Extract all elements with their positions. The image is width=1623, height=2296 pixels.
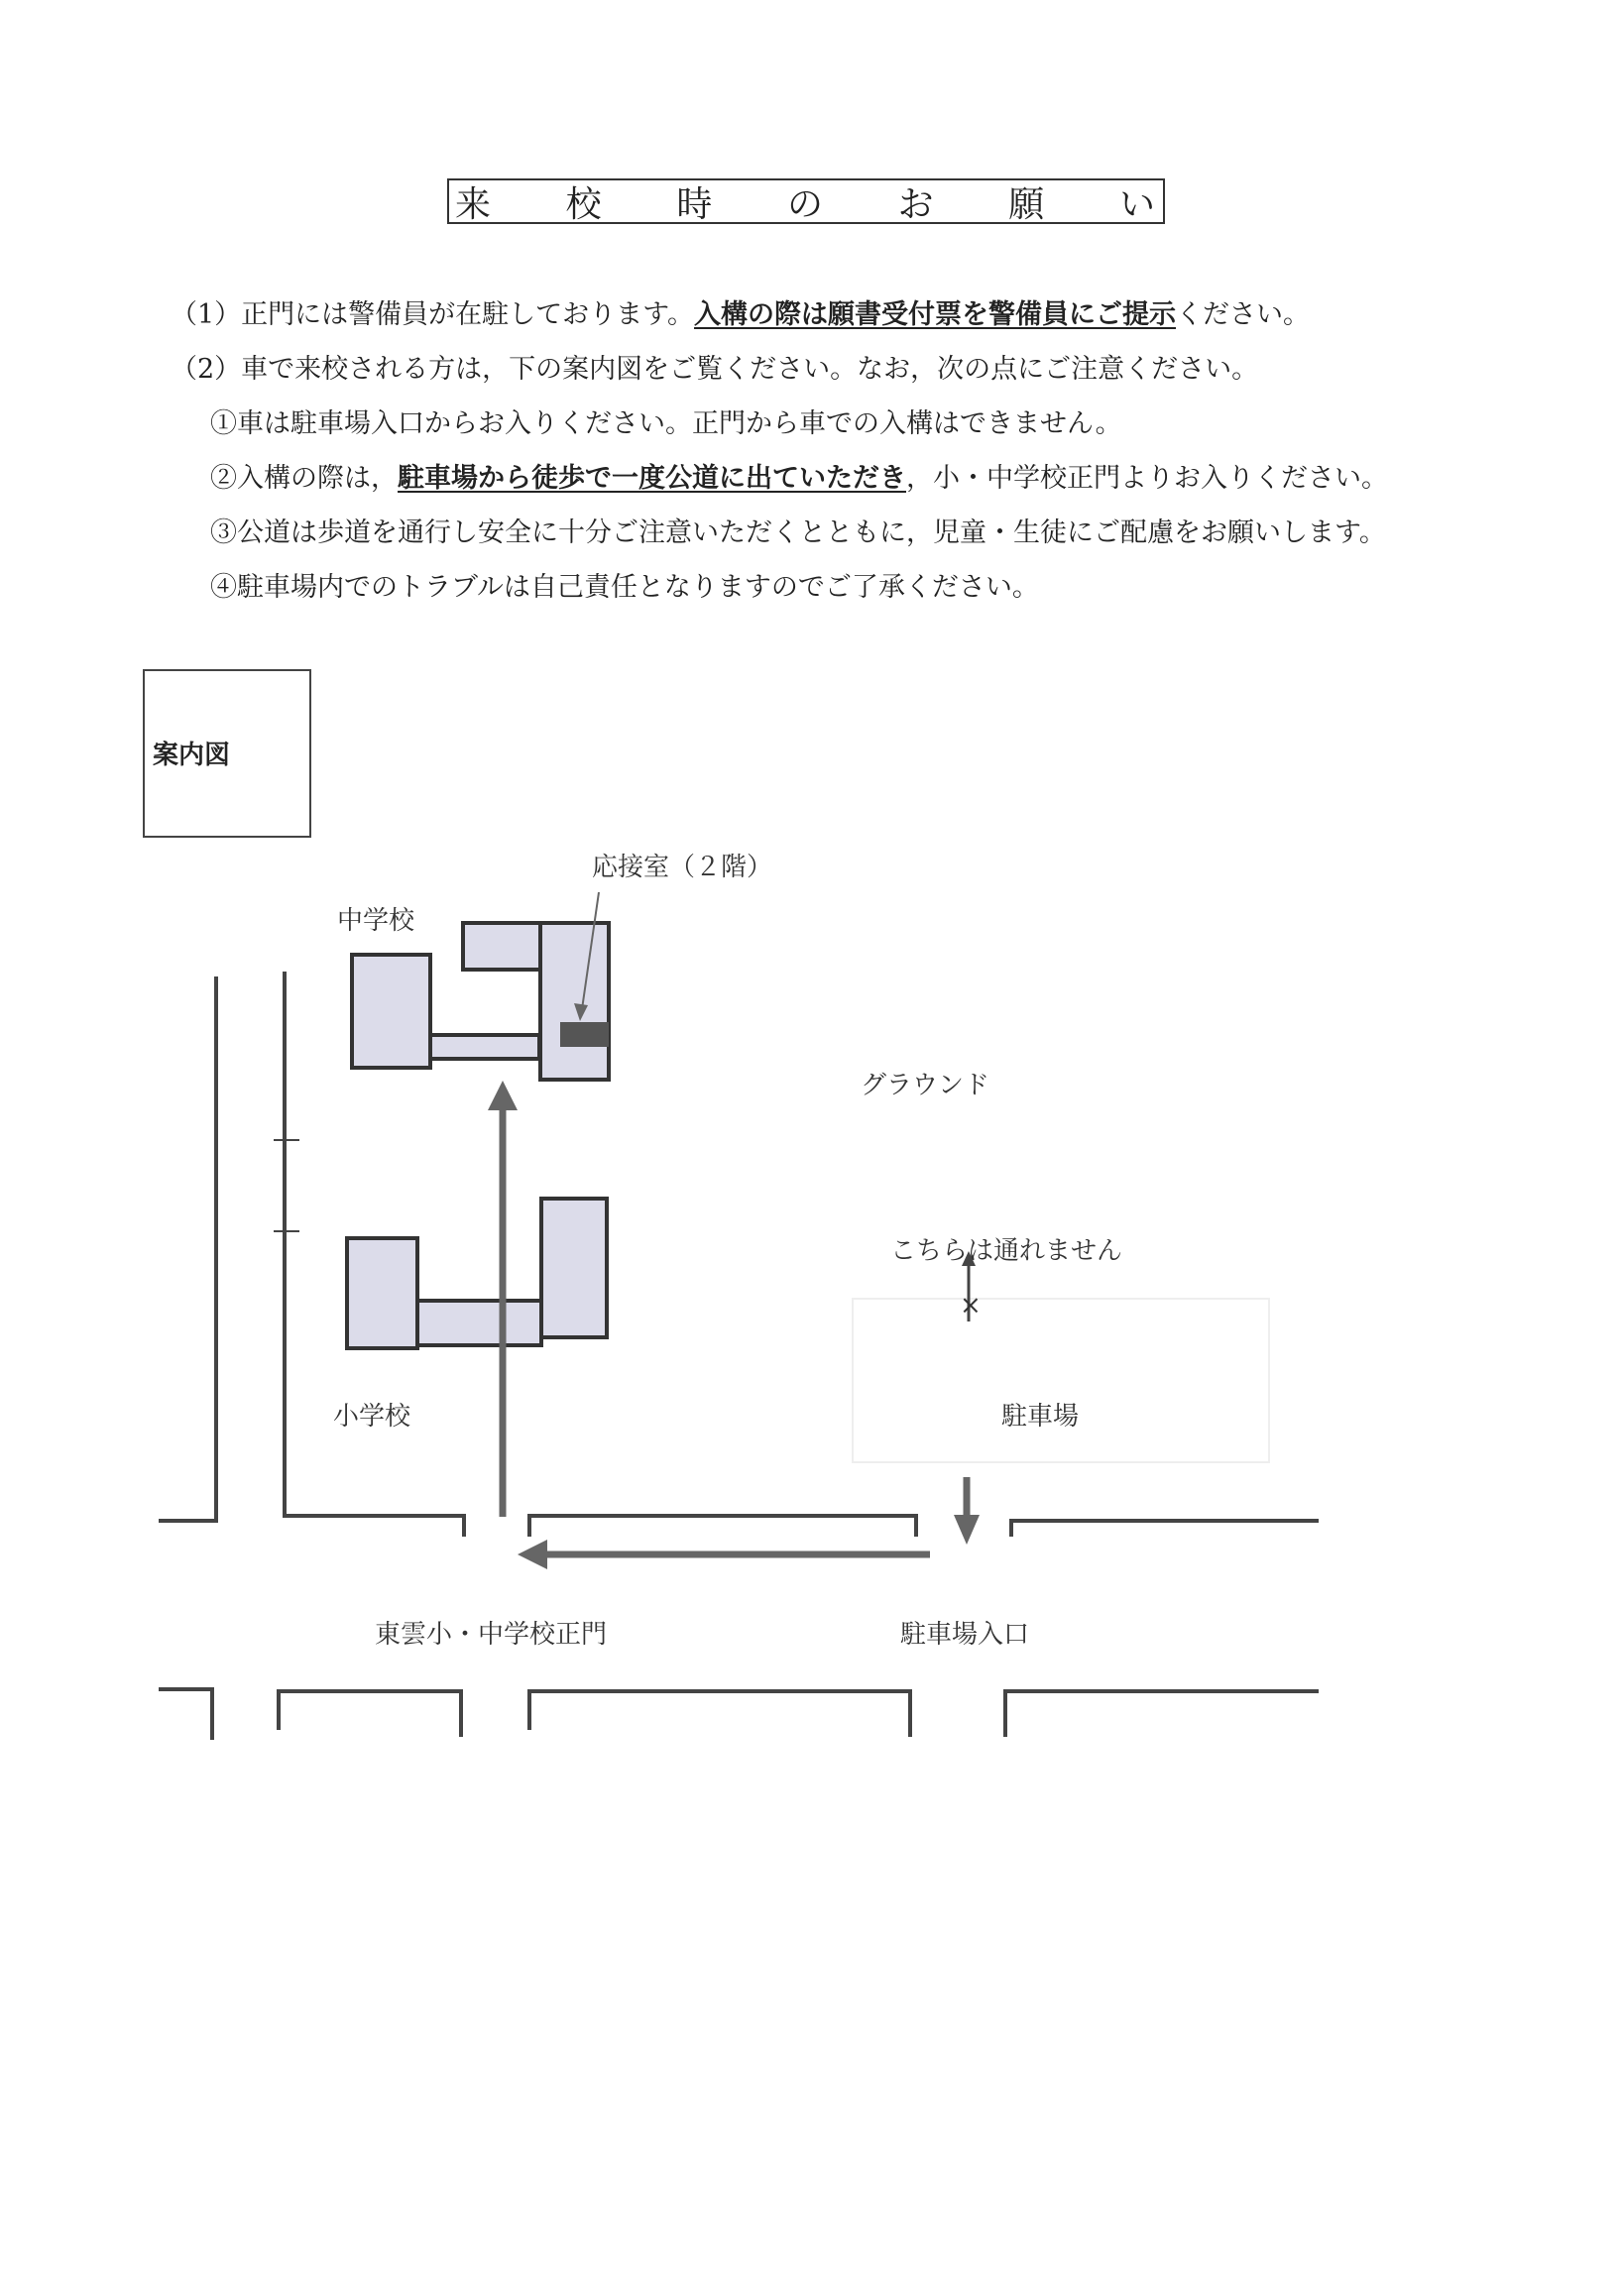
junior-high-block-west [352,955,430,1068]
road-bottom-block-2 [529,1691,910,1737]
title-char: 願 [1008,183,1045,225]
roads [159,972,1319,1740]
notice-sub-1: ①車は駐車場入口からお入りください。正門から車での入構はできません。 [210,408,1122,439]
notice-sub-4: ④駐車場内でのトラブルは自己責任となりますのでご了承ください。 [210,572,1039,603]
title-char: 校 [565,183,602,225]
arrow-to-school-head [488,1081,518,1110]
map-legend-label: 案内図 [153,741,231,770]
notice-sub-2-emphasis: 駐車場から徒歩で一度公道に出ていただき [398,463,906,494]
parking-entrance-label: 駐車場入口 [900,1620,1030,1650]
notice-item-1: （1）正門には警備員が在駐しております。入構の際は願書受付票を警備員にご提示ください。 [171,299,1311,330]
junior-high-corridor [430,1035,539,1059]
junior-high-block-north [463,923,541,970]
road-bottom-right [1005,1691,1319,1737]
title-char: 時 [676,183,713,225]
title-char: 来 [455,183,492,225]
title-char: の [786,183,823,225]
notice-sub-3: ③公道は歩道を通行し安全に十分ご注意いただくとともに，児童・生徒にご配慮をお願いします。 [210,517,1386,548]
title-char: お [897,183,934,225]
notice-sub-2: ②入構の際は，駐車場から徒歩で一度公道に出ていただき，小・中学校正門よりお入りください。 [210,463,1388,494]
arrow-parking-exit-head [954,1515,980,1545]
ground-label: グラウンド [861,1071,990,1100]
notice-item-2: （2）車で来校される方は，下の案内図をご覧ください。なお，次の点にご注意ください。 [171,354,1259,385]
junior-high-buildings [352,923,609,1080]
junior-high-label: 中学校 [337,906,415,936]
elementary-corridor [417,1301,541,1345]
elementary-block-east [541,1199,607,1337]
road-bottom-block-1 [279,1691,461,1737]
elementary-block-west [347,1238,417,1348]
main-gate-label: 東雲小・中学校正門 [375,1620,608,1650]
no-pass-mark: × [960,1291,982,1320]
parking-area [853,1299,1269,1462]
reception-room-label: 応接室（２階） [592,853,773,882]
road-right-segment [1011,1521,1319,1537]
road-middle-segment [529,1516,916,1537]
parking-label: 駐車場 [1001,1402,1080,1432]
notice-item-1-emphasis: 入構の際は願書受付票を警備員にご提示 [694,299,1177,330]
arrow-along-road-head [518,1540,547,1569]
road-bottom-left [159,1689,212,1740]
road-outer-left [159,976,216,1521]
junior-high-block-east [540,923,609,1080]
no-pass-label: こちらは通れません [890,1236,1123,1266]
elementary-label: 小学校 [333,1402,411,1432]
elementary-buildings [347,1199,607,1348]
reception-room [560,1022,609,1047]
title-char: い [1118,183,1155,225]
